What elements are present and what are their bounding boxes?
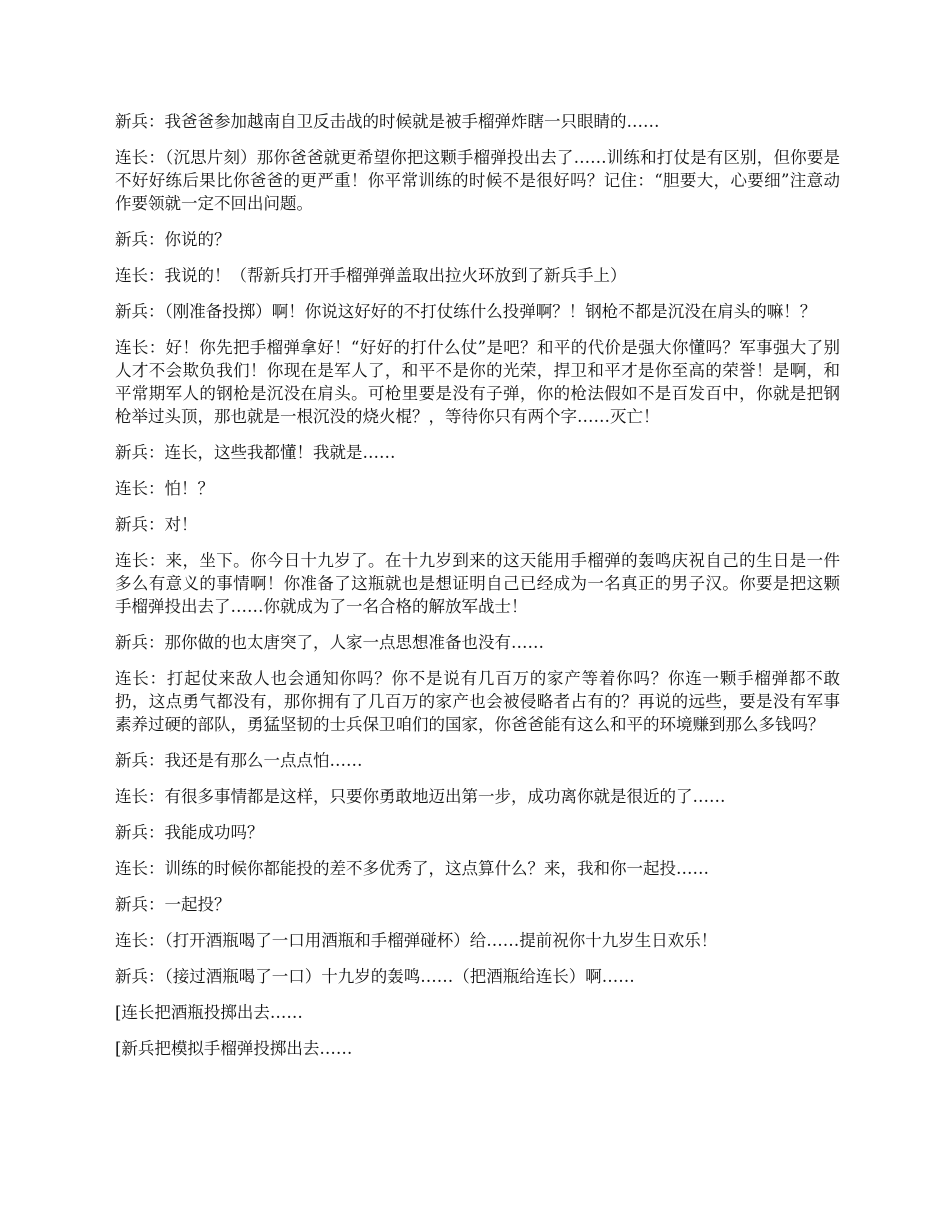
paragraph: 连长：怕！？ xyxy=(115,479,214,498)
paragraph: 新兵：那你做的也太唐突了，人家一点思想准备也没有…… xyxy=(115,633,544,652)
paragraph: 新兵：我还是有那么一点点怕…… xyxy=(115,751,363,770)
paragraph: 连长：训练的时候你都能投的差不多优秀了，这点算什么？来，我和你一起投…… xyxy=(115,859,709,878)
paragraph: 连长：有很多事情都是这样，只要你勇敢地迈出第一步，成功离你就是很近的了…… xyxy=(115,787,726,806)
paragraph: 新兵：（刚准备投掷）啊！你说这好好的不打仗练什么投弹啊？！钢枪不都是沉没在肩头的嘛！？ xyxy=(115,302,817,321)
paragraph: 新兵：一起投？ xyxy=(115,895,231,914)
paragraph: 连长：好！你先把手榴弹拿好！“好好的打什么仗”是吧？和平的代价是强大你懂吗？军事强大了别人才不会欺负我们！你现在是军人了，和平不是你的光荣，捍卫和平才是你至高的荣誉！是啊，和平常期军人的钢枪是沉没在肩头。可枪里要是没有子弹，你的枪法假如不是百发百中，你就是把钢枪举过头顶，那也就是一根沉没的烧火棍？，等待你只有两个字……灭亡！ xyxy=(115,338,840,426)
paragraph: 新兵：我能成功吗？ xyxy=(115,823,264,842)
paragraph: 连长：我说的！（帮新兵打开手榴弹弹盖取出拉火环放到了新兵手上） xyxy=(115,266,627,285)
paragraph: 连长：来，坐下。你今日十九岁了。在十九岁到来的这天能用手榴弹的轰鸣庆祝自己的生日是一件多么有意义的事情啊！你准备了这瓶就也是想证明自己已经成为一名真正的男子汉。你要是把这颗手榴弹投出去了……你就成为了一名合格的解放军战士！ xyxy=(115,551,840,616)
paragraph: 新兵：你说的？ xyxy=(115,230,231,249)
paragraph: 新兵：（接过酒瓶喝了一口）十九岁的轰鸣……（把酒瓶给连长）啊…… xyxy=(115,967,635,986)
document-body xyxy=(115,110,840,1073)
paragraph: 连长：（打开酒瓶喝了一口用酒瓶和手榴弹碰杯）给……提前祝你十九岁生日欢乐！ xyxy=(115,931,718,950)
paragraph: 连长：（沉思片刻）那你爸爸就更希望你把这颗手榴弹投出去了……训练和打仗是有区别，但你要是不好好练后果比你爸爸的更严重！你平常训练的时候不是很好吗？记住：“胆要大，心要细”注意动作要领就一定不回出问题。 xyxy=(115,148,840,213)
paragraph: 新兵：连长，这些我都懂！我就是…… xyxy=(115,443,396,462)
paragraph: 新兵：对！ xyxy=(115,515,198,534)
paragraph: [连长把酒瓶投掷出去…… xyxy=(115,1003,303,1022)
paragraph: [新兵把模拟手榴弹投掷出去…… xyxy=(115,1039,353,1058)
paragraph: 新兵：我爸爸参加越南自卫反击战的时候就是被手榴弹炸瞎一只眼睛的…… xyxy=(115,112,660,131)
paragraph: 连长：打起仗来敌人也会通知你吗？你不是说有几百万的家产等着你吗？你连一颗手榴弹都不敢扔，这点勇气都没有，那你拥有了几百万的家产也会被侵略者占有的？再说的远些，要是没有军事素养过硬的部队，勇猛坚韧的士兵保卫咱们的国家，你爸爸能有这么和平的环境赚到那么多钱吗？ xyxy=(115,669,840,734)
